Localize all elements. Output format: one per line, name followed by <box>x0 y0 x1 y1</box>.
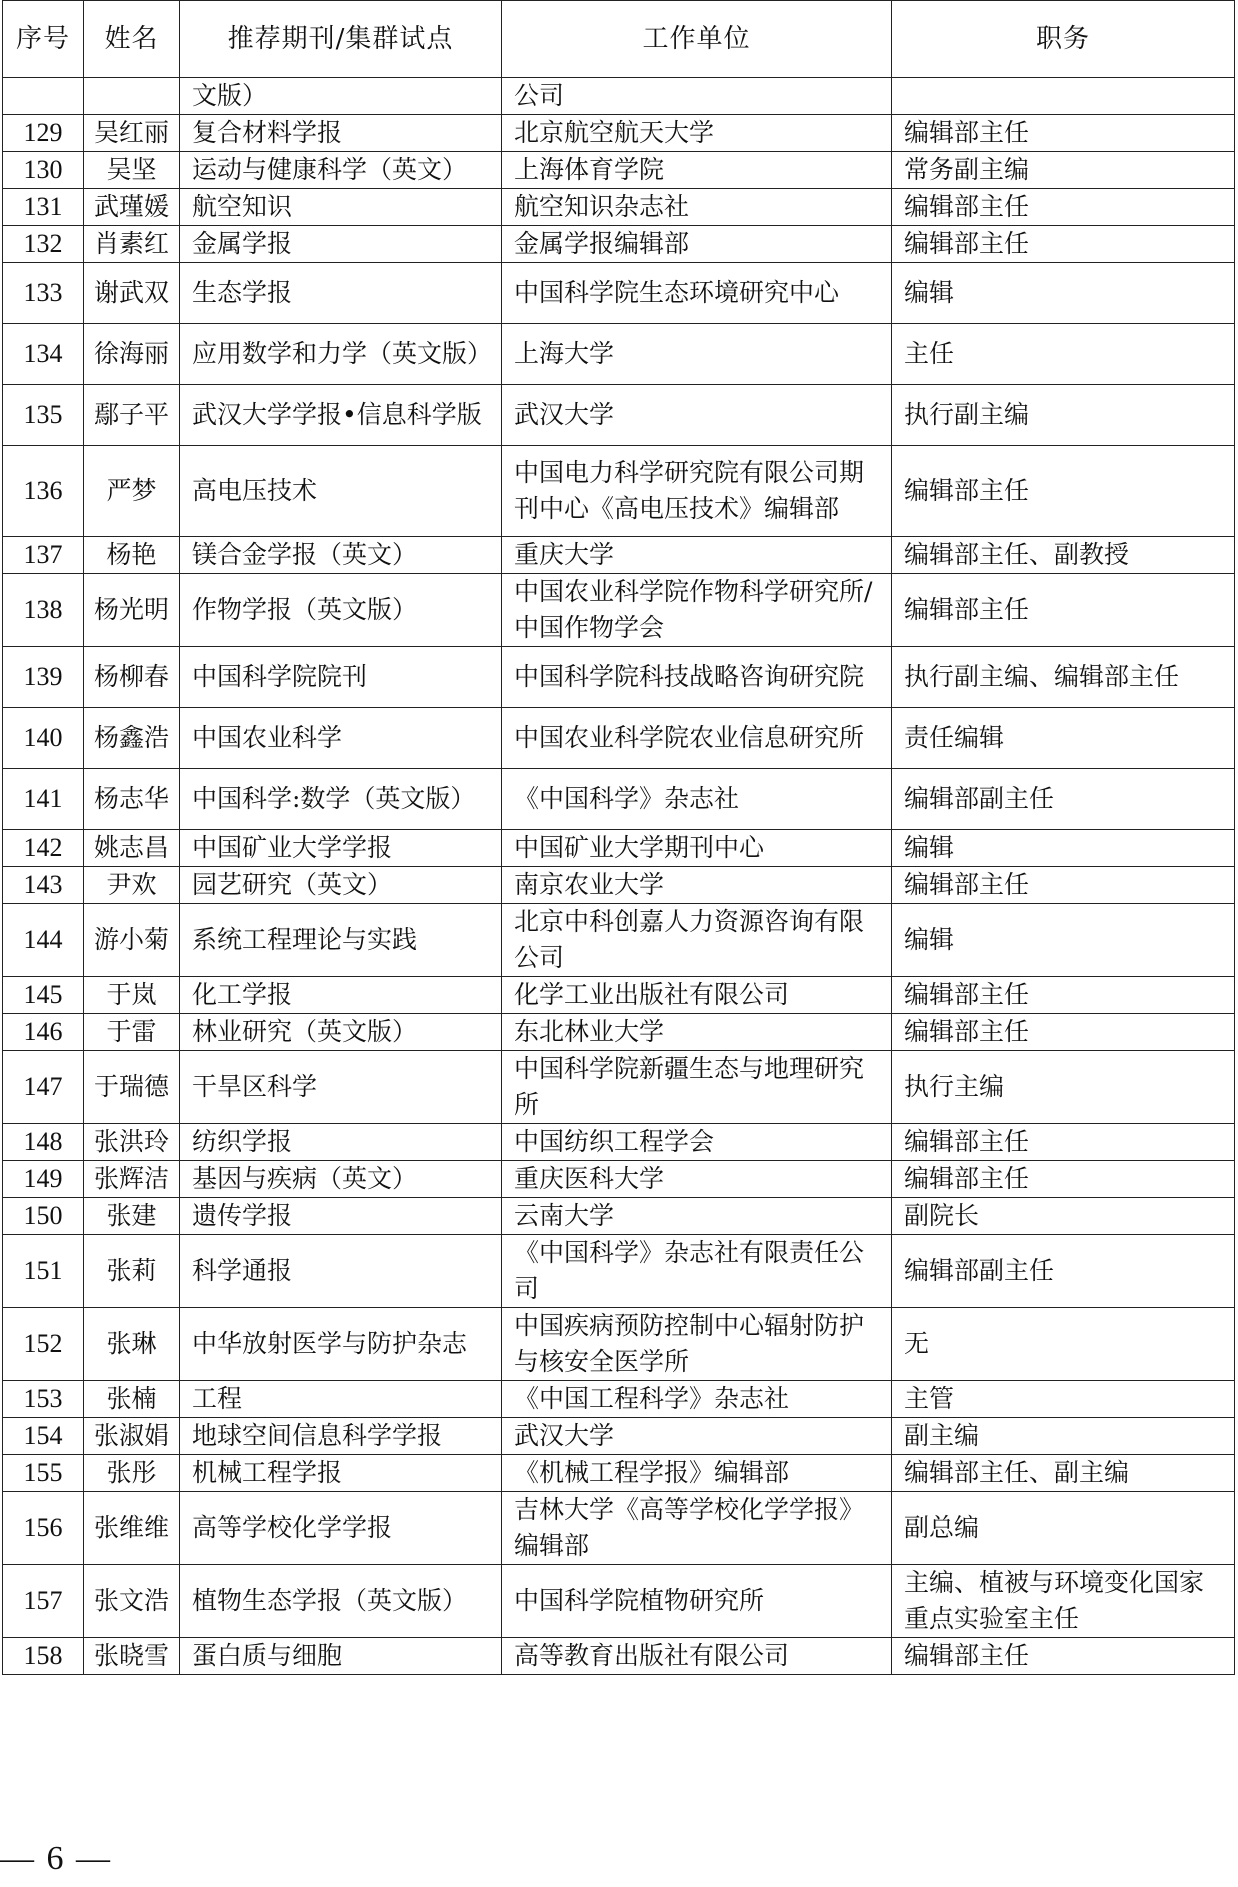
cell-number: 158 <box>3 1638 84 1675</box>
cell-unit: 《中国科学》杂志社有限责任公司 <box>502 1235 892 1308</box>
cell-unit: 武汉大学 <box>502 1418 892 1455</box>
cell-position: 执行主编 <box>892 1051 1235 1124</box>
cell-number: 135 <box>3 385 84 446</box>
cell-name <box>84 78 180 115</box>
cell-name: 张晓雪 <box>84 1638 180 1675</box>
cell-number: 149 <box>3 1161 84 1198</box>
cell-unit: 《中国科学》杂志社 <box>502 769 892 830</box>
cell-unit: 高等教育出版社有限公司 <box>502 1638 892 1675</box>
table-row <box>3 977 1235 1014</box>
cell-position: 编辑部主任 <box>892 115 1235 152</box>
cell-name: 张莉 <box>84 1235 180 1308</box>
cell-unit: 中国科学院新疆生态与地理研究所 <box>502 1051 892 1124</box>
cell-position: 编辑部主任 <box>892 226 1235 263</box>
cell-name: 张洪玲 <box>84 1124 180 1161</box>
cell-unit: 《中国工程科学》杂志社 <box>502 1381 892 1418</box>
cell-name: 谢武双 <box>84 263 180 324</box>
cell-position: 执行副主编、编辑部主任 <box>892 647 1235 708</box>
table-row <box>3 537 1235 574</box>
cell-number: 136 <box>3 446 84 537</box>
cell-name: 杨鑫浩 <box>84 708 180 769</box>
table-row <box>3 446 1235 537</box>
cell-position: 编辑部副主任 <box>892 1235 1235 1308</box>
cell-unit: 化学工业出版社有限公司 <box>502 977 892 1014</box>
table-row <box>3 1492 1235 1565</box>
table-row <box>3 1198 1235 1235</box>
cell-name: 张淑娟 <box>84 1418 180 1455</box>
cell-name: 张维维 <box>84 1492 180 1565</box>
cell-journal: 机械工程学报 <box>180 1455 502 1492</box>
cell-journal: 中国科学院院刊 <box>180 647 502 708</box>
cell-journal: 化工学报 <box>180 977 502 1014</box>
cell-number: 140 <box>3 708 84 769</box>
cell-name: 张辉洁 <box>84 1161 180 1198</box>
table-row <box>3 1051 1235 1124</box>
cell-unit: 公司 <box>502 78 892 115</box>
cell-journal: 工程 <box>180 1381 502 1418</box>
cell-name: 鄢子平 <box>84 385 180 446</box>
page-number: — 6 — <box>0 1840 112 1877</box>
cell-name: 游小菊 <box>84 904 180 977</box>
cell-number: 138 <box>3 574 84 647</box>
cell-unit: 南京农业大学 <box>502 867 892 904</box>
cell-journal: 金属学报 <box>180 226 502 263</box>
cell-journal: 运动与健康科学（英文） <box>180 152 502 189</box>
table-row <box>3 1161 1235 1198</box>
cell-position: 编辑部主任 <box>892 1161 1235 1198</box>
cell-number: 142 <box>3 830 84 867</box>
cell-number: 156 <box>3 1492 84 1565</box>
cell-journal: 中国农业科学 <box>180 708 502 769</box>
table-row <box>3 574 1235 647</box>
cell-name: 张琳 <box>84 1308 180 1381</box>
cell-number: 139 <box>3 647 84 708</box>
cell-position: 副院长 <box>892 1198 1235 1235</box>
cell-journal: 高电压技术 <box>180 446 502 537</box>
cell-number: 129 <box>3 115 84 152</box>
cell-journal: 作物学报（英文版） <box>180 574 502 647</box>
cell-name: 张建 <box>84 1198 180 1235</box>
cell-name: 徐海丽 <box>84 324 180 385</box>
cell-journal: 文版） <box>180 78 502 115</box>
cell-name: 杨志华 <box>84 769 180 830</box>
table-row <box>3 647 1235 708</box>
cell-unit: 中国科学院生态环境研究中心 <box>502 263 892 324</box>
table-row <box>3 1124 1235 1161</box>
cell-journal: 镁合金学报（英文） <box>180 537 502 574</box>
cell-position: 编辑部主任 <box>892 574 1235 647</box>
cell-position: 主管 <box>892 1381 1235 1418</box>
cell-unit: 东北林业大学 <box>502 1014 892 1051</box>
cell-unit: 上海大学 <box>502 324 892 385</box>
cell-unit: 北京航空航天大学 <box>502 115 892 152</box>
cell-journal: 航空知识 <box>180 189 502 226</box>
table-row <box>3 152 1235 189</box>
table-row <box>3 1235 1235 1308</box>
table-row <box>3 867 1235 904</box>
cell-position: 编辑部主任 <box>892 1124 1235 1161</box>
cell-name: 杨柳春 <box>84 647 180 708</box>
cell-unit: 中国农业科学院农业信息研究所 <box>502 708 892 769</box>
cell-name: 武瑾媛 <box>84 189 180 226</box>
cell-position: 主任 <box>892 324 1235 385</box>
cell-number: 155 <box>3 1455 84 1492</box>
cell-number: 141 <box>3 769 84 830</box>
cell-position: 编辑部主任 <box>892 977 1235 1014</box>
cell-unit: 中国纺织工程学会 <box>502 1124 892 1161</box>
cell-unit: 武汉大学 <box>502 385 892 446</box>
cell-unit: 航空知识杂志社 <box>502 189 892 226</box>
cell-unit: 中国电力科学研究院有限公司期刊中心《高电压技术》编辑部 <box>502 446 892 537</box>
table-row <box>3 1418 1235 1455</box>
table-row <box>3 1014 1235 1051</box>
table-row <box>3 189 1235 226</box>
table-header-row <box>3 1 1235 78</box>
cell-name: 杨光明 <box>84 574 180 647</box>
cell-position: 无 <box>892 1308 1235 1381</box>
cell-unit: 重庆医科大学 <box>502 1161 892 1198</box>
cell-unit: 中国农业科学院作物科学研究所/中国作物学会 <box>502 574 892 647</box>
cell-position: 编辑部主任 <box>892 1014 1235 1051</box>
table-row <box>3 324 1235 385</box>
cell-journal: 高等学校化学学报 <box>180 1492 502 1565</box>
cell-journal: 地球空间信息科学学报 <box>180 1418 502 1455</box>
table-row <box>3 708 1235 769</box>
cell-number <box>3 78 84 115</box>
cell-number: 153 <box>3 1381 84 1418</box>
cell-journal: 基因与疾病（英文） <box>180 1161 502 1198</box>
table-row <box>3 1565 1235 1638</box>
table-row <box>3 1455 1235 1492</box>
cell-number: 134 <box>3 324 84 385</box>
cell-journal: 武汉大学学报•信息科学版 <box>180 385 502 446</box>
cell-unit: 《机械工程学报》编辑部 <box>502 1455 892 1492</box>
cell-number: 146 <box>3 1014 84 1051</box>
cell-position: 主编、植被与环境变化国家重点实验室主任 <box>892 1565 1235 1638</box>
table-row <box>3 115 1235 152</box>
cell-position: 执行副主编 <box>892 385 1235 446</box>
cell-journal: 科学通报 <box>180 1235 502 1308</box>
cell-position: 编辑部主任、副教授 <box>892 537 1235 574</box>
cell-position: 编辑 <box>892 263 1235 324</box>
cell-journal: 中国科学:数学（英文版） <box>180 769 502 830</box>
cell-number: 133 <box>3 263 84 324</box>
cell-journal: 林业研究（英文版） <box>180 1014 502 1051</box>
cell-position: 编辑 <box>892 830 1235 867</box>
cell-number: 131 <box>3 189 84 226</box>
cell-position: 编辑 <box>892 904 1235 977</box>
cell-unit: 中国矿业大学期刊中心 <box>502 830 892 867</box>
cell-unit: 云南大学 <box>502 1198 892 1235</box>
table-row <box>3 769 1235 830</box>
cell-name: 杨艳 <box>84 537 180 574</box>
cell-journal: 生态学报 <box>180 263 502 324</box>
cell-number: 150 <box>3 1198 84 1235</box>
col-header-number: 序号 <box>3 1 84 78</box>
cell-unit: 北京中科创嘉人力资源咨询有限公司 <box>502 904 892 977</box>
cell-number: 154 <box>3 1418 84 1455</box>
table-row <box>3 78 1235 115</box>
cell-unit: 吉林大学《高等学校化学学报》编辑部 <box>502 1492 892 1565</box>
cell-number: 148 <box>3 1124 84 1161</box>
cell-journal: 系统工程理论与实践 <box>180 904 502 977</box>
personnel-table <box>2 0 1235 1675</box>
cell-number: 143 <box>3 867 84 904</box>
cell-unit: 中国科学院植物研究所 <box>502 1565 892 1638</box>
cell-number: 152 <box>3 1308 84 1381</box>
cell-name: 严梦 <box>84 446 180 537</box>
cell-position: 编辑部主任、副主编 <box>892 1455 1235 1492</box>
cell-journal: 植物生态学报（英文版） <box>180 1565 502 1638</box>
cell-unit: 中国疾病预防控制中心辐射防护与核安全医学所 <box>502 1308 892 1381</box>
cell-journal: 复合材料学报 <box>180 115 502 152</box>
cell-number: 132 <box>3 226 84 263</box>
col-header-name: 姓名 <box>84 1 180 78</box>
col-header-unit: 工作单位 <box>502 1 892 78</box>
cell-number: 157 <box>3 1565 84 1638</box>
cell-name: 于瑞德 <box>84 1051 180 1124</box>
cell-journal: 应用数学和力学（英文版） <box>180 324 502 385</box>
cell-number: 144 <box>3 904 84 977</box>
cell-position: 编辑部主任 <box>892 867 1235 904</box>
cell-number: 151 <box>3 1235 84 1308</box>
table-row <box>3 263 1235 324</box>
table-row <box>3 1381 1235 1418</box>
cell-name: 张彤 <box>84 1455 180 1492</box>
cell-position: 副总编 <box>892 1492 1235 1565</box>
cell-unit: 重庆大学 <box>502 537 892 574</box>
cell-position: 编辑部主任 <box>892 1638 1235 1675</box>
table-row <box>3 385 1235 446</box>
cell-position: 责任编辑 <box>892 708 1235 769</box>
table-row <box>3 830 1235 867</box>
cell-name: 吴坚 <box>84 152 180 189</box>
cell-position: 编辑部主任 <box>892 446 1235 537</box>
cell-name: 肖素红 <box>84 226 180 263</box>
cell-unit: 金属学报编辑部 <box>502 226 892 263</box>
cell-name: 于雷 <box>84 1014 180 1051</box>
cell-name: 姚志昌 <box>84 830 180 867</box>
cell-journal: 蛋白质与细胞 <box>180 1638 502 1675</box>
cell-journal: 遗传学报 <box>180 1198 502 1235</box>
cell-name: 张楠 <box>84 1381 180 1418</box>
cell-journal: 中华放射医学与防护杂志 <box>180 1308 502 1381</box>
cell-name: 于岚 <box>84 977 180 1014</box>
cell-journal: 园艺研究（英文） <box>180 867 502 904</box>
cell-name: 尹欢 <box>84 867 180 904</box>
col-header-journal: 推荐期刊/集群试点 <box>180 1 502 78</box>
cell-position: 常务副主编 <box>892 152 1235 189</box>
table-row <box>3 1638 1235 1675</box>
table-row <box>3 904 1235 977</box>
cell-name: 张文浩 <box>84 1565 180 1638</box>
cell-position: 编辑部副主任 <box>892 769 1235 830</box>
cell-journal: 纺织学报 <box>180 1124 502 1161</box>
table-row <box>3 226 1235 263</box>
cell-position: 编辑部主任 <box>892 189 1235 226</box>
cell-journal: 中国矿业大学学报 <box>180 830 502 867</box>
cell-unit: 中国科学院科技战略咨询研究院 <box>502 647 892 708</box>
cell-number: 137 <box>3 537 84 574</box>
cell-name: 吴红丽 <box>84 115 180 152</box>
cell-journal: 干旱区科学 <box>180 1051 502 1124</box>
cell-unit: 上海体育学院 <box>502 152 892 189</box>
cell-number: 147 <box>3 1051 84 1124</box>
table-row <box>3 1308 1235 1381</box>
cell-number: 145 <box>3 977 84 1014</box>
cell-position: 副主编 <box>892 1418 1235 1455</box>
col-header-position: 职务 <box>892 1 1235 78</box>
cell-position <box>892 78 1235 115</box>
cell-number: 130 <box>3 152 84 189</box>
